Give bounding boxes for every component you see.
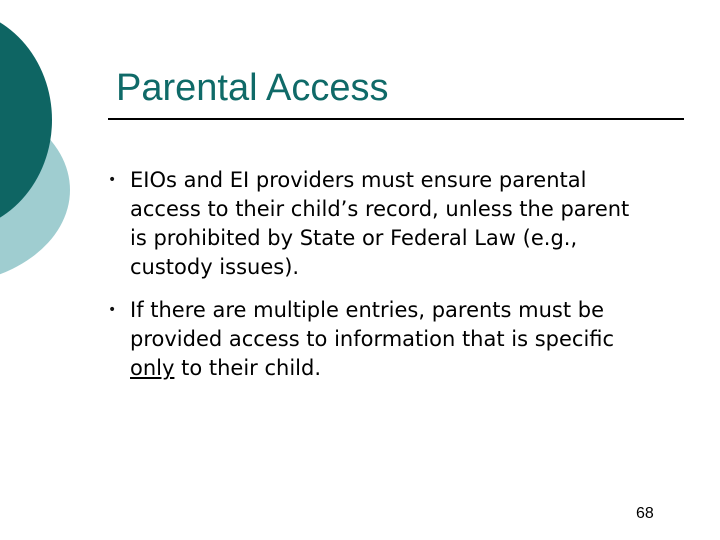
bullet-text-end: to their child. bbox=[174, 356, 321, 380]
bullet-list bbox=[100, 166, 640, 397]
bullet-text: EIOs and EI providers must ensure parental access to their child’s record, unless the parent is prohibited by State or Federal Law (e.g., custody issues). bbox=[130, 168, 630, 279]
slide-title: Parental Access bbox=[116, 67, 389, 109]
underlined-word: only bbox=[130, 356, 175, 380]
bullet-item-1 bbox=[100, 166, 640, 282]
title-underline-rule bbox=[108, 118, 684, 120]
bullet-dot-icon: • bbox=[108, 302, 117, 318]
bullet-item-2 bbox=[100, 296, 640, 383]
bullet-dot-icon: • bbox=[108, 172, 117, 188]
bullet-text-start: If there are multiple entries, parents must be provided access to information that is specific bbox=[130, 298, 615, 351]
page-number: 68 bbox=[636, 505, 654, 522]
